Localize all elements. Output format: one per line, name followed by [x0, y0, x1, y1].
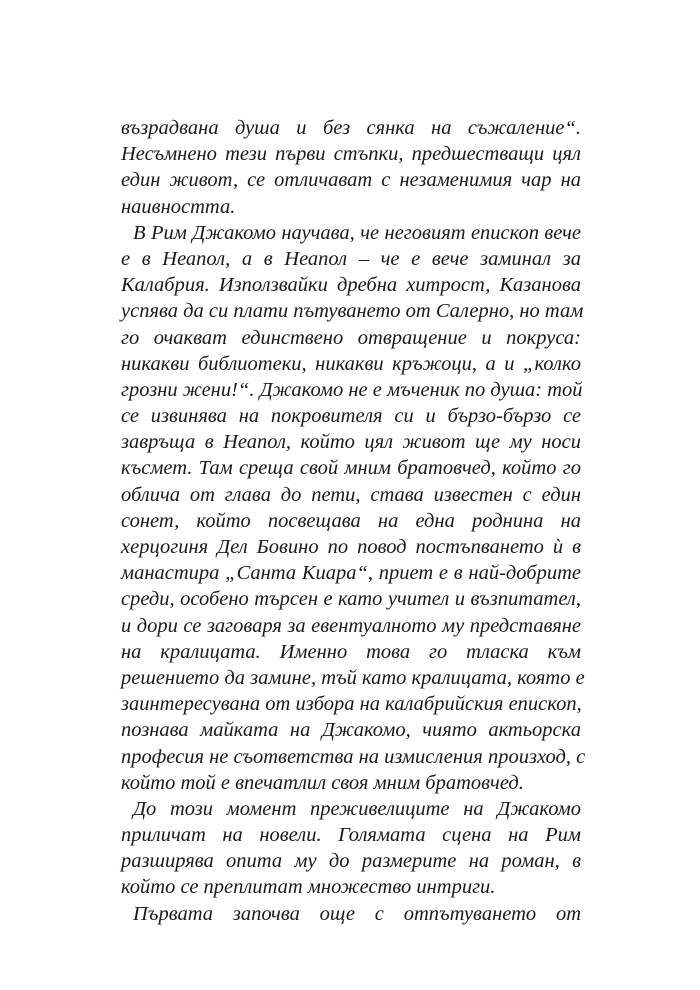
text-line: грозни жени!“. Джакомо не е мъченик по душа: той [121, 378, 583, 401]
text-line: късмет. Там среща свой мним братовчед, който го [121, 457, 581, 480]
text-line: В Рим Джакомо научава, че неговият епископ вече [133, 221, 581, 244]
text-line: сонет, който посвещава на една роднина на [121, 509, 581, 532]
text-line: никакви библиотеки, никакви кръжоци, а и „колко [121, 352, 581, 375]
text-line: наивността. [121, 195, 236, 218]
text-line: на кралицата. Именно това го тласка към [121, 640, 581, 663]
text-line: До този момент преживелиците на Джакомо [133, 797, 581, 820]
text-line: професия не съответства на измисления произход, с [121, 745, 586, 768]
text-line: един живот, се отличават с незаменимия чар на [121, 169, 581, 192]
paragraph-4 [121, 901, 581, 927]
text-line: го очакват единствено отвращение и покруса: [121, 326, 581, 349]
page-text-block [121, 115, 586, 927]
text-line: приличат на новели. Голямата сцена на Рим [121, 824, 581, 847]
text-line: който се преплитат множество интриги. [121, 876, 496, 899]
text-line: се извинява на покровителя си и бързо-бързо се [121, 405, 581, 428]
text-line: херцогиня Дел Бовино по повод постъпването ѝ в [121, 536, 581, 558]
text-line: Несъмнено тези първи стъпки, предшестващи цял [121, 143, 581, 166]
text-line: успява да си плати пътуването от Салерно, но там [121, 300, 584, 323]
text-line: Калабрия. Използвайки дребна хитрост, Казанова [121, 274, 581, 297]
text-line: и дори се заговаря за евентуалното му представяне [121, 614, 581, 637]
text-line: разширява опита му до размерите на роман, в [121, 850, 581, 873]
text-line: Първата започва още с отпътуването от [133, 902, 581, 925]
text-line: облича от глава до пети, става известен с един [121, 483, 581, 506]
text-line: среди, особено търсен е като учител и възпитател, [121, 588, 581, 611]
text-line: познава майката на Джакомо, чиято актьорска [121, 719, 581, 742]
text-line: завръща в Неапол, който цял живот ще му носи [121, 431, 581, 454]
text-line: който той е впечатлил своя мним братовчед. [121, 771, 524, 794]
text-line: решението да замине, тъй като кралицата, която е [121, 666, 585, 689]
paragraph-3 [121, 796, 581, 901]
text-line: заинтересувана от избора на калабрийския епископ, [121, 693, 582, 716]
text-line: манастира „Санта Киара“, приет е в най-добрите [121, 562, 581, 585]
text-line: е в Неапол, а в Неапол – че е вече заминал за [121, 247, 581, 270]
paragraph-2 [121, 220, 586, 796]
text-line: възрадвана душа и без сянка на съжаление“. [121, 117, 581, 139]
paragraph-1 [121, 115, 581, 220]
